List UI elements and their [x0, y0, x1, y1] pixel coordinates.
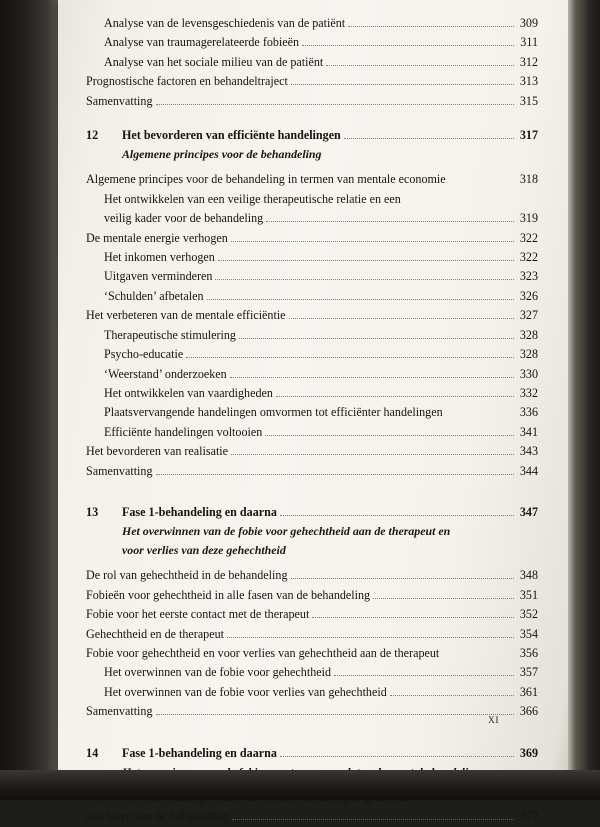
dot-leader: [390, 695, 514, 696]
dot-leader: [156, 474, 514, 475]
toc-entry: Het verbeteren van de mentale efficiëntie 327: [86, 308, 538, 323]
dot-leader: [289, 318, 514, 319]
dot-leader: [291, 578, 515, 579]
dot-leader: [156, 104, 514, 105]
toc-entry: Therapeutische stimulering 328: [104, 327, 538, 342]
dot-leader: [218, 260, 514, 261]
chapter-number: 14: [86, 745, 99, 760]
chapter-number: 13: [86, 504, 99, 519]
toc-entry: Samenvatting 344: [86, 463, 538, 478]
chapter-page: 347: [519, 504, 538, 519]
chapter-heading: [86, 126, 538, 145]
dot-leader: [348, 26, 514, 27]
toc-entry: Plaatsvervangende handelingen omvormen tot efficiënter handelingen 336: [104, 405, 538, 420]
chapter-page: 369: [519, 745, 538, 760]
dot-leader: [326, 65, 514, 66]
dot-leader: [207, 299, 514, 300]
dot-leader: [231, 454, 514, 455]
table-of-contents: [86, 14, 538, 827]
dot-leader: [231, 241, 514, 242]
toc-chapter-13: [86, 503, 538, 722]
chapter-subtitle: Algemene principes voor de behandeling: [122, 147, 322, 162]
toc-entry: Efficiënte handelingen voltooien 341: [104, 424, 538, 439]
toc-entry: De rol van gehechtheid in de behandeling 348: [86, 568, 538, 583]
toc-entry: Fobie voor gehechtheid en voor verlies van gehechtheid aan de therapeut 356: [86, 645, 538, 660]
chapter-title: Fase 1-behandeling en daarna: [122, 504, 277, 519]
toc-entry: Fobie voor het eerste contact met de therapeut 352: [86, 607, 538, 622]
toc-entry: Algemene principes voor de behandeling in termen van mentale economie 318: [86, 172, 538, 187]
dot-leader: [186, 357, 514, 358]
toc-entry: Analyse van het sociale milieu van de patiënt 312: [104, 54, 538, 69]
toc-entry: Het bevorderen van realisatie 343: [86, 444, 538, 459]
dot-leader: [239, 338, 514, 339]
toc-entry: Het overwinnen van de fobie voor gehechtheid 357: [104, 665, 538, 680]
toc-section-continued: [86, 14, 538, 111]
book-gutter-shadow: [0, 0, 60, 800]
dot-leader: [280, 515, 514, 516]
dot-leader: [276, 396, 514, 397]
toc-entry: veilig kader voor de behandeling 319: [104, 211, 538, 226]
toc-entry: Het ontwikkelen van een veilige therapeutische relatie en een: [104, 191, 401, 206]
page-right-edge-shadow: [568, 0, 600, 800]
dot-leader: [334, 675, 514, 676]
dot-leader: [302, 45, 514, 46]
toc-entry: ‘Weerstand’ onderzoeken 330: [104, 366, 538, 381]
toc-entry: Uitgaven verminderen 323: [104, 269, 538, 284]
toc-entry: Samenvatting 315: [86, 93, 538, 108]
chapter-subtitle: Het overwinnen van de fobie voor gehechtheid aan de therapeut en: [122, 524, 451, 539]
page-number: XI: [488, 716, 500, 726]
desk-surface: [0, 770, 600, 800]
toc-entry: Prognostische factoren en behandeltraject 313: [86, 74, 538, 89]
toc-entry: Psycho-educatie 328: [104, 347, 538, 362]
toc-chapter-12: [86, 126, 538, 481]
dot-leader: [291, 84, 514, 85]
chapter-subtitle-line2: voor verlies van deze gehechtheid: [122, 543, 286, 558]
chapter-heading: [86, 503, 538, 522]
dot-leader: [265, 435, 514, 436]
toc-entry: Gehechtheid en de therapeut 354: [86, 626, 538, 641]
chapter-heading: [86, 744, 538, 763]
chapter-title: Fase 1-behandeling en daarna: [122, 745, 277, 760]
dot-leader: [373, 598, 514, 599]
toc-entry: Het overwinnen van de fobie voor verlies van gehechtheid 361: [104, 684, 538, 699]
toc-entry: Analyse van de levensgeschiedenis van de patiënt 309: [104, 16, 538, 30]
toc-entry: Analyse van traumagerelateerde fobieën 311: [104, 35, 538, 50]
toc-entry: Het ontwikkelen van vaardigheden 332: [104, 385, 538, 400]
toc-entry: Fobieën voor gehechtheid in alle fasen van de behandeling 351: [86, 587, 538, 602]
dot-leader: [280, 756, 514, 757]
dot-leader: [156, 714, 514, 715]
dot-leader: [266, 221, 514, 222]
book-page: [58, 0, 570, 824]
toc-entry: De mentale energie verhogen 322: [86, 230, 538, 245]
toc-entry: Samenvatting 366: [86, 704, 538, 719]
dot-leader: [312, 617, 514, 618]
chapter-number: 12: [86, 128, 99, 143]
chapter-page: 317: [519, 128, 538, 143]
toc-entry: ‘Schulden’ afbetalen 326: [104, 288, 538, 303]
dot-leader: [227, 637, 514, 638]
dot-leader: [230, 377, 514, 378]
dot-leader: [232, 819, 514, 820]
toc-entry: alle fasen van de behandeling 372: [86, 809, 538, 824]
toc-entry: Het inkomen verhogen 322: [104, 250, 538, 265]
dot-leader: [215, 279, 514, 280]
dot-leader: [344, 138, 514, 139]
chapter-title: Het bevorderen van efficiënte handelingen: [122, 128, 341, 143]
